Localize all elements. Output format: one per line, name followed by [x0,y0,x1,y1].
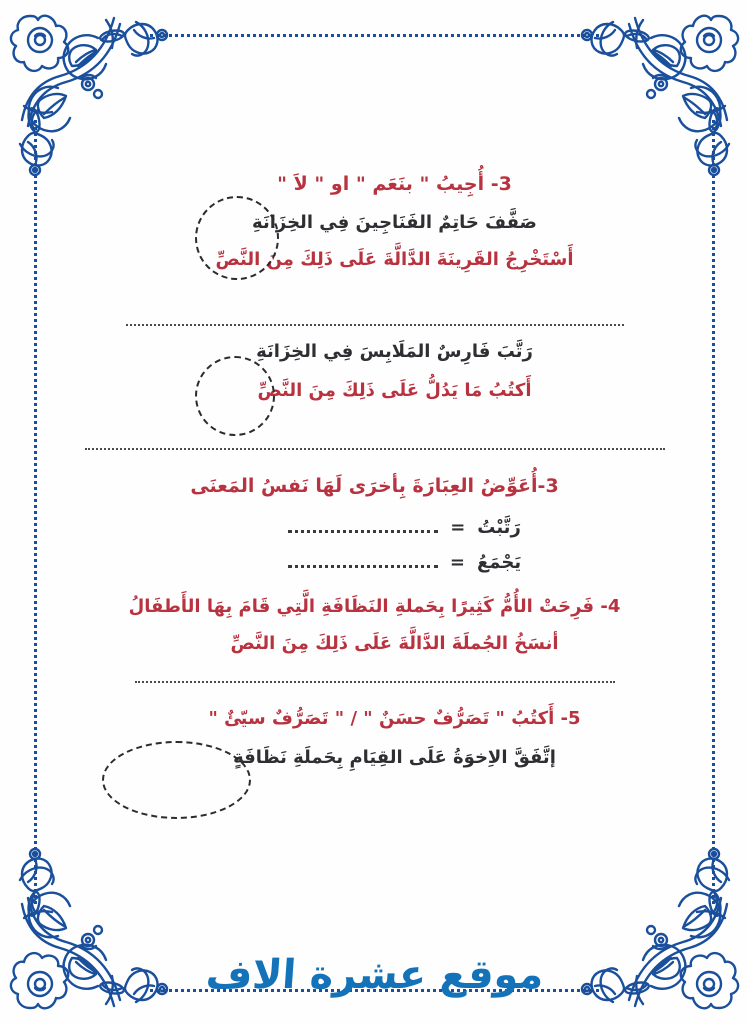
equals-sign: = [450,516,466,538]
worksheet-content [60,170,689,825]
blank-word: يَجْمَعُ [477,551,522,573]
question-prompt: 3-أُعَوِّضُ العِبَارَةَ بِأخرَى لَهَا نَفسُ المَعنَى [190,475,559,497]
corner-ornament-icon [557,2,747,177]
brand-text: موقع عشرة الاف [204,952,545,998]
dashed-ellipse-icon[interactable] [102,741,251,819]
question-prompt: 4- فَرِحَتْ الأُمُّ كَثِيرًا بِحَملةِ النَظَافَةِ الَّتِي قَامَ بِهَا الأَطفَالُ [128,595,621,617]
frame-line-right [712,120,715,904]
dashed-circle-icon[interactable] [195,196,279,280]
equals-sign: = [449,551,465,573]
answer-blank-input[interactable] [288,520,438,533]
blank-row [60,517,689,538]
blank-word: رَتَّبْتُ [477,516,521,538]
dotted-separator [135,681,615,683]
answer-blank-input[interactable] [288,555,438,568]
dotted-separator [126,324,624,326]
question-sentence: صَفَّفَ حَاتِمٌ الفَنَاجِينَ فِي الخِزَانَةِ [252,211,537,233]
question-block-q3a [60,170,689,320]
frame-line-left [34,120,37,904]
footer-brand [0,940,749,1010]
question-block-q3b [60,338,689,458]
question-instruction: أَكتُبُ مَا يَدُلُّ عَلَى ذَلِكَ مِنَ النَّصِّ [257,380,532,401]
frame-line-top [150,34,599,37]
blank-row [60,552,689,573]
question-sentence: إتَّفَقَّ الاِخوَةُ عَلَى القِيَامِ بِحَملَةِ نَظَافَةٍ [233,746,556,768]
corner-ornament-icon [2,2,192,177]
question-block-q3c [60,472,689,573]
question-instruction: أَسْتَخْرِجُ القَرِينَةَ الدَّالَّةَ عَلَى ذَلِكَ مِنَ النَّصِّ [215,248,574,270]
question-block-q5 [60,705,689,825]
question-instruction: أنسَخُ الجُملَةَ الدَّالَّةَ عَلَى ذَلِكَ مِنَ النَّصِّ [230,632,559,654]
question-block-q4 [60,593,689,657]
question-prompt: 5- أَكتُبُ " تَصَرُّفٌ حسَنٌ " / " تَصَرُّفٌ سيّئٌ " [208,707,581,729]
dashed-circle-icon[interactable] [195,356,275,436]
question-prompt: 3- أُجِيبُ " بنَعَم " او " لاَ " [277,173,512,195]
question-sentence: رَتَّبَ فَارِسٌ المَلَابِسَ فِي الخِزَانَةِ [256,341,533,362]
